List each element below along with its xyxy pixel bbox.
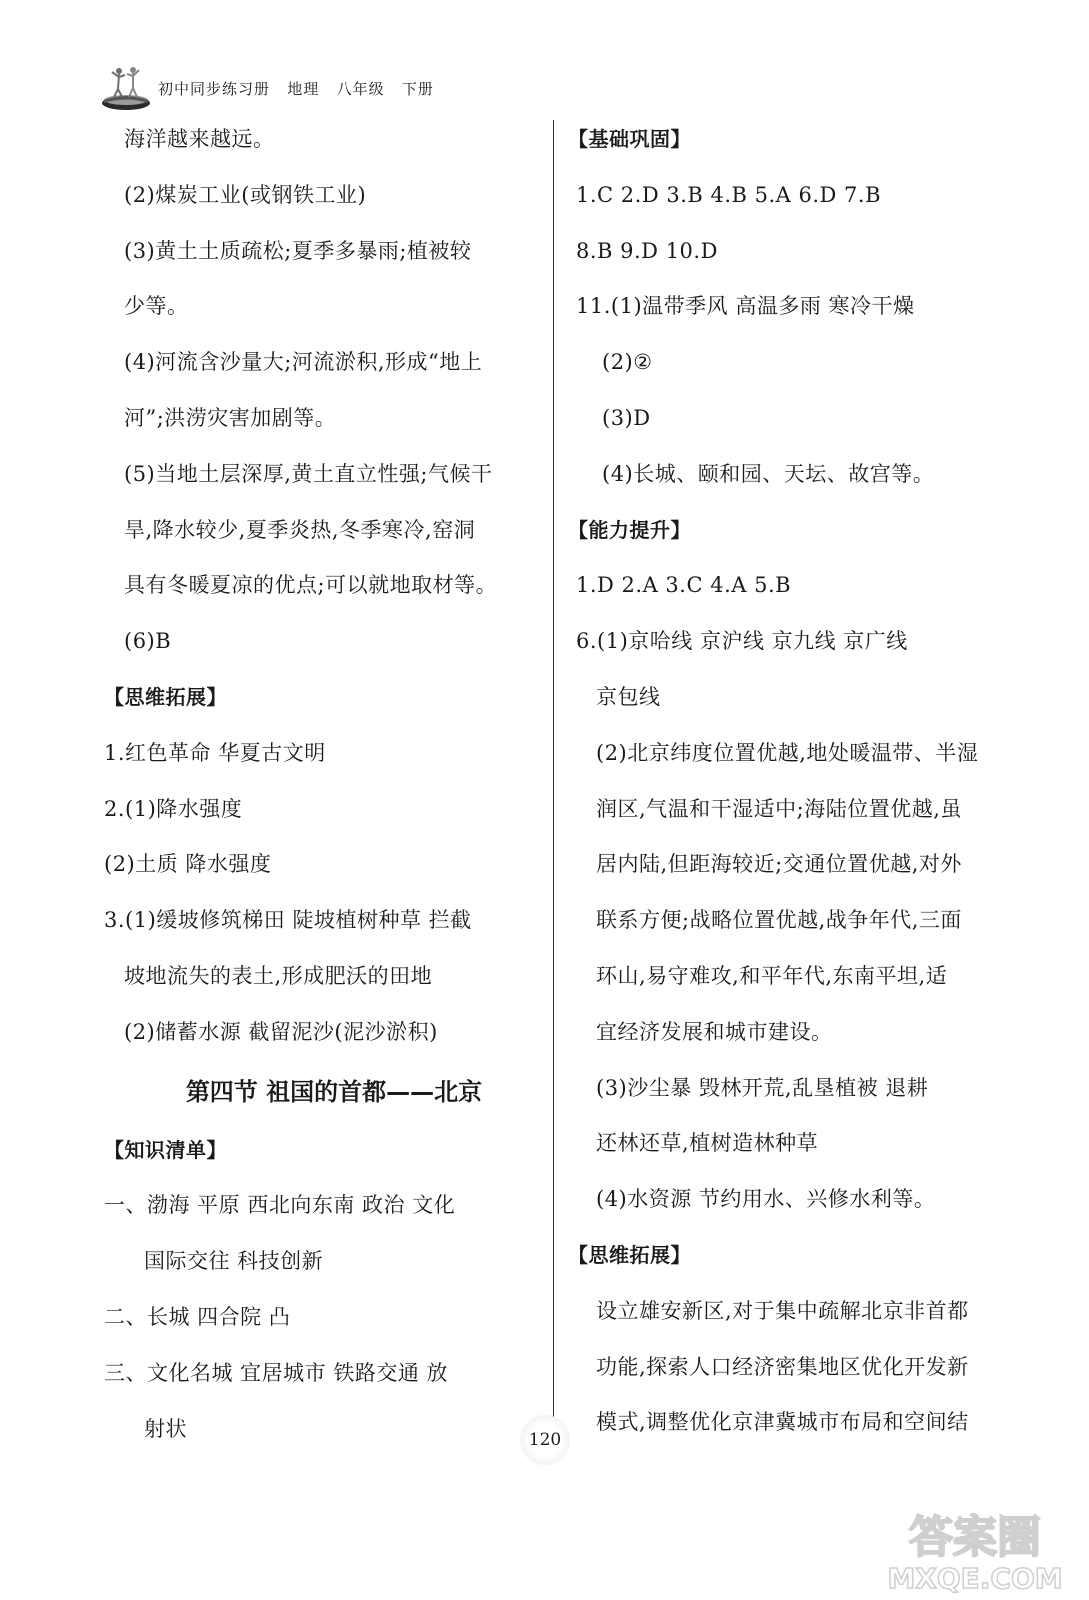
- answer-line: (2)②: [602, 350, 653, 375]
- section-heading-ability-improvement: 【能力提升】: [568, 517, 691, 542]
- answer-line: (4)水资源 节约用水、兴修水利等。: [596, 1187, 936, 1212]
- answer-line: 少等。: [124, 294, 189, 319]
- column-divider: [553, 120, 554, 1438]
- answer-line: 射状: [144, 1416, 187, 1441]
- answer-line: (2)土质 降水强度: [104, 852, 272, 877]
- answer-line: 润区,气温和干湿适中;海陆位置优越,虽: [596, 796, 962, 821]
- section-heading-thinking-expansion: 【思维拓展】: [568, 1242, 691, 1267]
- answer-line: 设立雄安新区,对于集中疏解北京非首都: [596, 1298, 969, 1323]
- answer-line: (2)储蓄水源 截留泥沙(泥沙淤积): [124, 1019, 438, 1044]
- answer-line: (6)B: [124, 629, 172, 654]
- answer-line: 居内陆,但距海较近;交通位置优越,对外: [596, 852, 962, 877]
- answer-line: 具有冬暖夏凉的优点;可以就地取材等。: [124, 573, 498, 598]
- answer-line: 8.B 9.D 10.D: [576, 238, 718, 263]
- answer-line: 旱,降水较少,夏季炎热,冬季寒冷,窑洞: [124, 517, 476, 542]
- answer-line: (3)黄土土质疏松;夏季多暴雨;植被较: [124, 238, 472, 263]
- answer-line: 环山,易守难攻,和平年代,东南平坦,适: [596, 963, 948, 988]
- answer-line: 一、渤海 平原 西北向东南 政治 文化: [104, 1193, 456, 1218]
- section-heading-basic-consolidation: 【基础巩固】: [568, 127, 691, 151]
- answer-line: 3.(1)缓坡修筑梯田 陡坡植树种草 拦截: [104, 908, 472, 933]
- answer-line: 国际交往 科技创新: [144, 1249, 324, 1274]
- answer-line: 模式,调整优化京津冀城市布局和空间结: [596, 1410, 969, 1435]
- answer-line: (3)D: [602, 405, 651, 430]
- watermark-title: 答案圈: [909, 1512, 1041, 1563]
- answer-line: 功能,探索人口经济密集地区优化开发新: [596, 1354, 969, 1379]
- section-title: 第四节 祖国的首都——北京: [185, 1077, 483, 1106]
- watermark-url: MXQE.COM: [887, 1562, 1063, 1595]
- answer-line: 联系方便;战略位置优越,战争年代,三面: [596, 908, 962, 933]
- answer-line: (2)北京纬度位置优越,地处暖温带、半湿: [596, 740, 979, 765]
- answer-line: 11.(1)温带季风 高温多雨 寒冷干燥: [576, 294, 915, 319]
- left-column: [104, 112, 536, 1457]
- answer-line: (2)煤炭工业(或钢铁工业): [124, 182, 367, 207]
- answer-line: 6.(1)京哈线 京沪线 京九线 京广线: [576, 629, 908, 654]
- right-column: [568, 112, 1008, 1451]
- answer-line: 三、文化名城 宜居城市 铁路交通 放: [104, 1360, 449, 1385]
- answer-line: 1.D 2.A 3.C 4.A 5.B: [576, 573, 792, 598]
- answer-line: 1.红色革命 华夏古文明: [104, 740, 326, 765]
- watermark-logo: [870, 1500, 1080, 1595]
- page-header: [100, 62, 520, 112]
- book-logo-icon: [100, 62, 152, 112]
- answer-line: 1.C 2.D 3.B 4.B 5.A 6.D 7.B: [576, 182, 882, 207]
- header-title: 初中同步练习册 地理 八年级 下册: [158, 80, 434, 98]
- section-heading-knowledge-list: 【知识清单】: [104, 1137, 227, 1162]
- answer-line: 二、长城 四合院 凸: [104, 1304, 291, 1329]
- answer-line: 京包线: [596, 684, 661, 709]
- section-heading-thinking-expansion: 【思维拓展】: [104, 684, 227, 709]
- answer-line: 宜经济发展和城市建设。: [596, 1019, 833, 1044]
- answer-line: 还林还草,植树造林种草: [596, 1131, 819, 1156]
- answer-line: (3)沙尘暴 毁林开荒,乱垦植被 退耕: [596, 1075, 929, 1100]
- answer-line: (5)当地土层深厚,黄土直立性强;气候干: [124, 461, 493, 486]
- answer-line: (4)长城、颐和园、天坛、故宫等。: [602, 461, 935, 486]
- answer-line: 2.(1)降水强度: [104, 796, 243, 821]
- page-number: 120: [520, 1415, 570, 1465]
- answer-line: 海洋越来越远。: [124, 127, 275, 151]
- answer-line: 河”;洪涝灾害加剧等。: [124, 405, 337, 430]
- answer-line: (4)河流含沙量大;河流淤积,形成“地上: [124, 350, 483, 375]
- answer-line: 坡地流失的表土,形成肥沃的田地: [124, 963, 433, 988]
